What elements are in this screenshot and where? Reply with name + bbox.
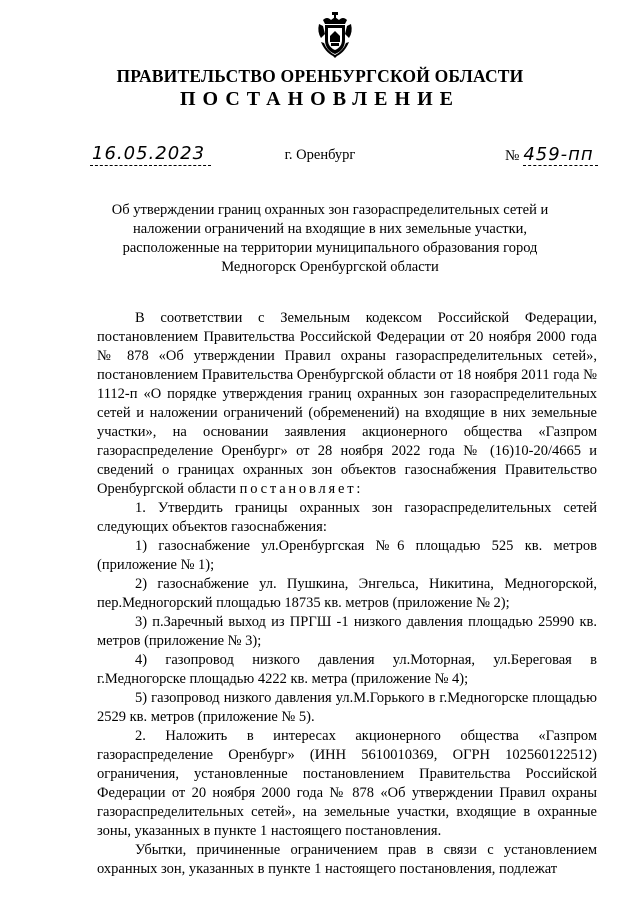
subitem-5: 5) газопровод низкого давления ул.М.Горького в г.Медногорске площадью 2529 кв. метров (приложение № 5).	[97, 690, 597, 725]
document-date: 16.05.2023	[90, 143, 211, 166]
subitem-4: 4) газопровод низкого давления ул.Моторная, ул.Береговая в г.Медногорске площадью 4222 кв. метра (приложение № 4);	[97, 652, 597, 687]
subitem-2: 2) газоснабжение ул. Пушкина, Энгельса, Никитина, Медногорской, пер.Медногорский площадью 18735 кв. метров (приложение № 2);	[97, 576, 597, 611]
document-title: Об утверждении границ охранных зон газораспределительных сетей и наложении ограничений на входящие в них земельные участки, расположенные на территории муниципального образования город Медногорск Оренбургской области	[111, 202, 549, 275]
item-2: 2. Наложить в интересах акционерного общества «Газпром газораспределение Оренбург» (ИНН 5610010369, ОГРН 102560122512) ограничения, установленные постановлением Правительства Российской Федерации от 20 ноября 2000 года № 878 «Об утверждении Правил охраны газораспределительных сетей», на земельные участки, входящие в охранные зоны, указанных в пункте 1 настоящего постановления.	[97, 728, 597, 839]
item-1: 1. Утвердить границы охранных зон газораспределительных сетей следующих объектов газоснабжения:	[97, 500, 597, 535]
preamble-text: В соответствии с Земельным кодексом Российской Федерации, постановлением Правительства Российской Федерации от 20 ноября 2000 года № 878 «Об утверждении Правил охраны газораспределительных сетей», постановлением Правительства Оренбургской области от 18 ноября 2011 года № 1112-п «О порядке утверждения границ охранных зон газораспределительных сетей и наложении ограничений (обременений) на входящие в них земельные участки», на основании заявления акционерного общества «Газпром газораспределение Оренбург» от 28 ноября 2022 года № (16)10-20/4665 и сведений о границах охранных зон объектов газоснабжения Правительство Оренбургской области	[97, 310, 597, 497]
decree-word: постановляет:	[239, 481, 364, 497]
number-prefix: №	[505, 148, 520, 164]
number-value: 459-пп	[523, 144, 597, 166]
document-number	[505, 144, 598, 167]
coat-of-arms-icon	[317, 12, 353, 58]
document-city: г. Оренбург	[284, 147, 356, 163]
item-3: Убытки, причиненные ограничением прав в связи с установлением охранных зон, указанных в пункте 1 настоящего постановления, подлежат	[97, 842, 597, 877]
document-type: ПОСТАНОВЛЕНИЕ	[180, 88, 460, 110]
subitem-1: 1) газоснабжение ул.Оренбургская №6 площадью 525 кв. метров (приложение № 1);	[97, 538, 597, 573]
preamble-paragraph	[97, 309, 597, 499]
organization-name: ПРАВИТЕЛЬСТВО ОРЕНБУРГСКОЙ ОБЛАСТИ	[116, 66, 524, 86]
subitem-3: 3) п.Заречный выход из ПРГШ -1 низкого давления площадью 25990 кв. метров (приложение № 3);	[97, 614, 597, 649]
document-body	[97, 309, 597, 879]
